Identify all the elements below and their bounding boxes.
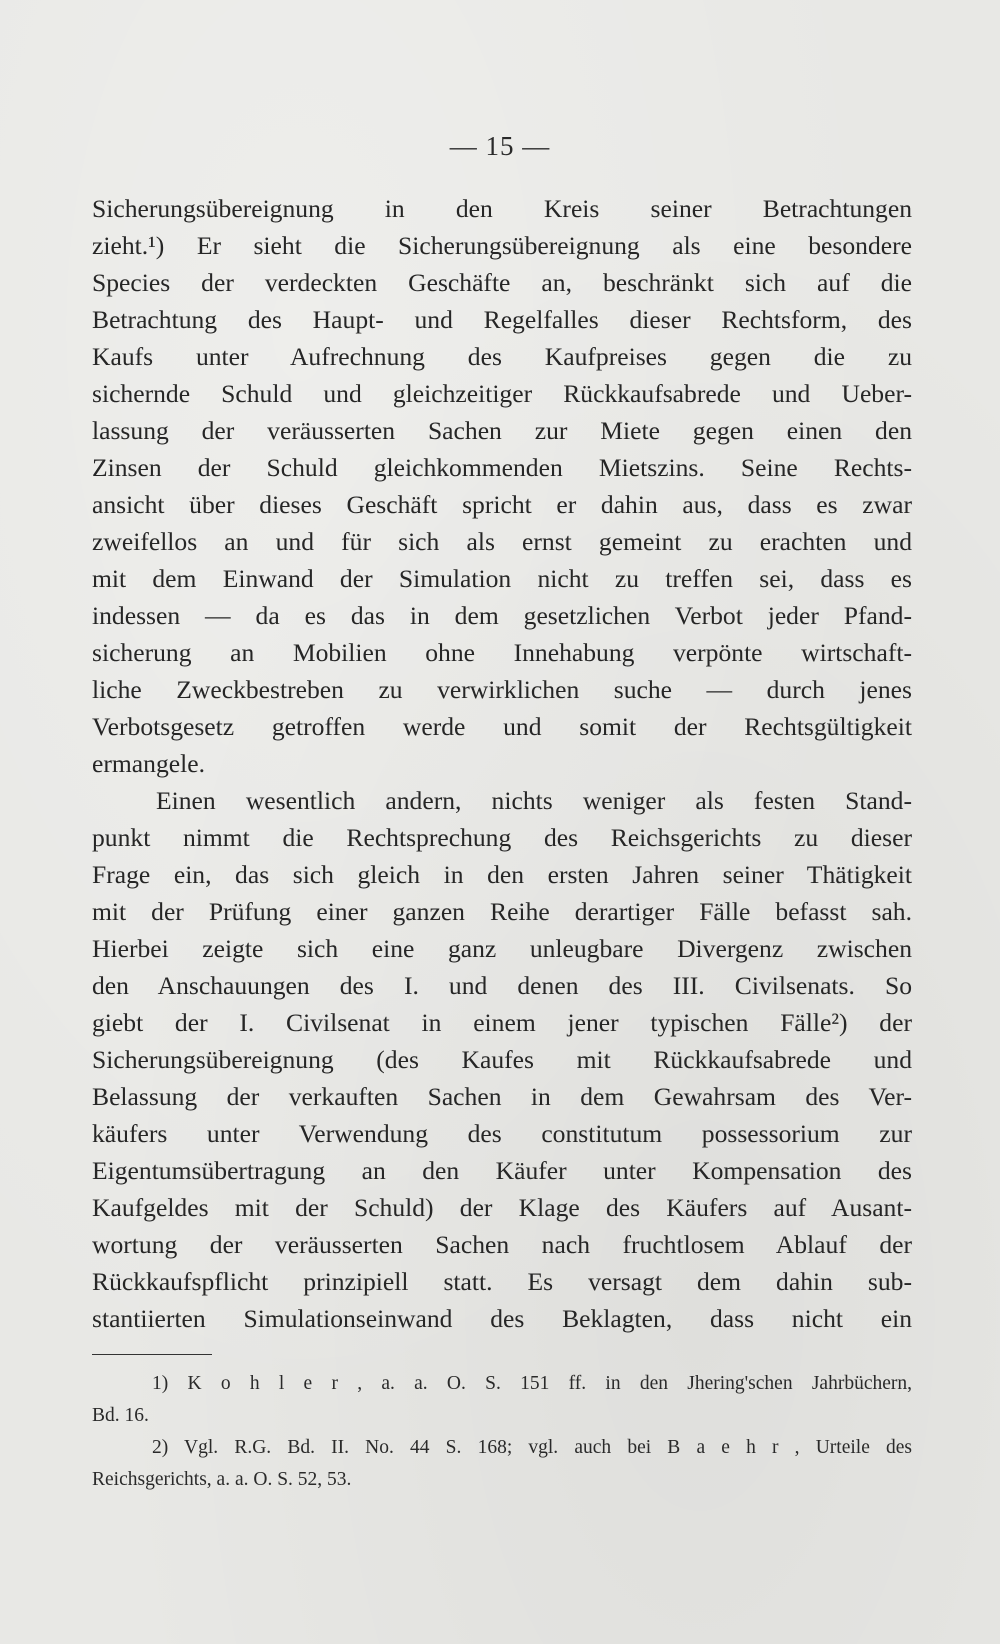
text-line: Verbotsgesetz getroffen werde und somit der Rechtsgültigkeit	[92, 712, 912, 741]
text-line: Zinsen der Schuld gleichkommenden Mietszins. Seine Rechts-	[92, 453, 912, 482]
text-line: indessen — da es das in dem gesetzlichen Verbot jeder Pfand-	[92, 601, 912, 630]
footnotes	[92, 1368, 912, 1496]
text-line: lassung der veräusserten Sachen zur Miete gegen einen den	[92, 416, 912, 445]
text-line: punkt nimmt die Rechtsprechung des Reichsgerichts zu dieser	[92, 823, 912, 852]
text-line: ansicht über dieses Geschäft spricht er dahin aus, dass es zwar	[92, 490, 912, 519]
text-line: stantiierten Simulationseinwand des Beklagten, dass nicht ein	[92, 1304, 912, 1333]
footnote	[92, 1432, 912, 1496]
footnote-line: 1) K o h l e r , a. a. O. S. 151 ff. in den Jhering'schen Jahrbüchern,	[152, 1373, 912, 1394]
text-line: mit der Prüfung einer ganzen Reihe derartiger Fälle befasst sah.	[92, 897, 912, 926]
footnote-line: Reichsgerichts, a. a. O. S. 52, 53.	[92, 1469, 352, 1490]
text-line: Eigentumsübertragung an den Käufer unter Kompensation des	[92, 1156, 912, 1185]
footnote-line: Bd. 16.	[92, 1405, 149, 1426]
body-text	[92, 190, 912, 1337]
text-line: Rückkaufspflicht prinzipiell statt. Es versagt dem dahin sub-	[92, 1267, 912, 1296]
text-line: Kaufs unter Aufrechnung des Kaufpreises gegen die zu	[92, 342, 912, 371]
text-line: Frage ein, das sich gleich in den ersten Jahren seiner Thätigkeit	[92, 860, 912, 889]
footnote	[92, 1368, 912, 1432]
text-line: zweifellos an und für sich als ernst gemeint zu erachten und	[92, 527, 912, 556]
text-line: käufers unter Verwendung des constitutum possessorium zur	[92, 1119, 912, 1148]
text-line: wortung der veräusserten Sachen nach fruchtlosem Ablauf der	[92, 1230, 912, 1259]
text-line: sichernde Schuld und gleichzeitiger Rückkaufsabrede und Ueber-	[92, 379, 912, 408]
paragraph	[92, 190, 912, 782]
text-line: ermangele.	[92, 749, 205, 778]
text-line: Sicherungsübereignung in den Kreis seiner Betrachtungen	[92, 194, 912, 223]
page-number: — 15 —	[449, 131, 551, 161]
footnote-line: 2) Vgl. R.G. Bd. II. No. 44 S. 168; vgl. auch bei B a e h r , Urteile des	[152, 1437, 912, 1458]
text-line: giebt der I. Civilsenat in einem jener typischen Fälle²) der	[92, 1008, 912, 1037]
text-line: Belassung der verkauften Sachen in dem Gewahrsam des Ver-	[92, 1082, 912, 1111]
text-line: liche Zweckbestreben zu verwirklichen suche — durch jenes	[92, 675, 912, 704]
footnote-divider	[92, 1354, 212, 1355]
text-line: Hierbei zeigte sich eine ganz unleugbare Divergenz zwischen	[92, 934, 912, 963]
text-line: Sicherungsübereignung (des Kaufes mit Rückkaufsabrede und	[92, 1045, 912, 1074]
text-line: den Anschauungen des I. und denen des III. Civilsenats. So	[92, 971, 912, 1000]
text-line: Species der verdeckten Geschäfte an, beschränkt sich auf die	[92, 268, 912, 297]
text-line: zieht.¹) Er sieht die Sicherungsübereignung als eine besondere	[92, 231, 912, 260]
text-line: mit dem Einwand der Simulation nicht zu treffen sei, dass es	[92, 564, 912, 593]
text-line: Kaufgeldes mit der Schuld) der Klage des Käufers auf Ausant-	[92, 1193, 912, 1222]
text-line: sicherung an Mobilien ohne Innehabung verpönte wirtschaft-	[92, 638, 912, 667]
paragraph	[92, 782, 912, 1337]
text-line: Betrachtung des Haupt- und Regelfalles dieser Rechtsform, des	[92, 305, 912, 334]
text-line: Einen wesentlich andern, nichts weniger als festen Stand-	[156, 786, 912, 815]
